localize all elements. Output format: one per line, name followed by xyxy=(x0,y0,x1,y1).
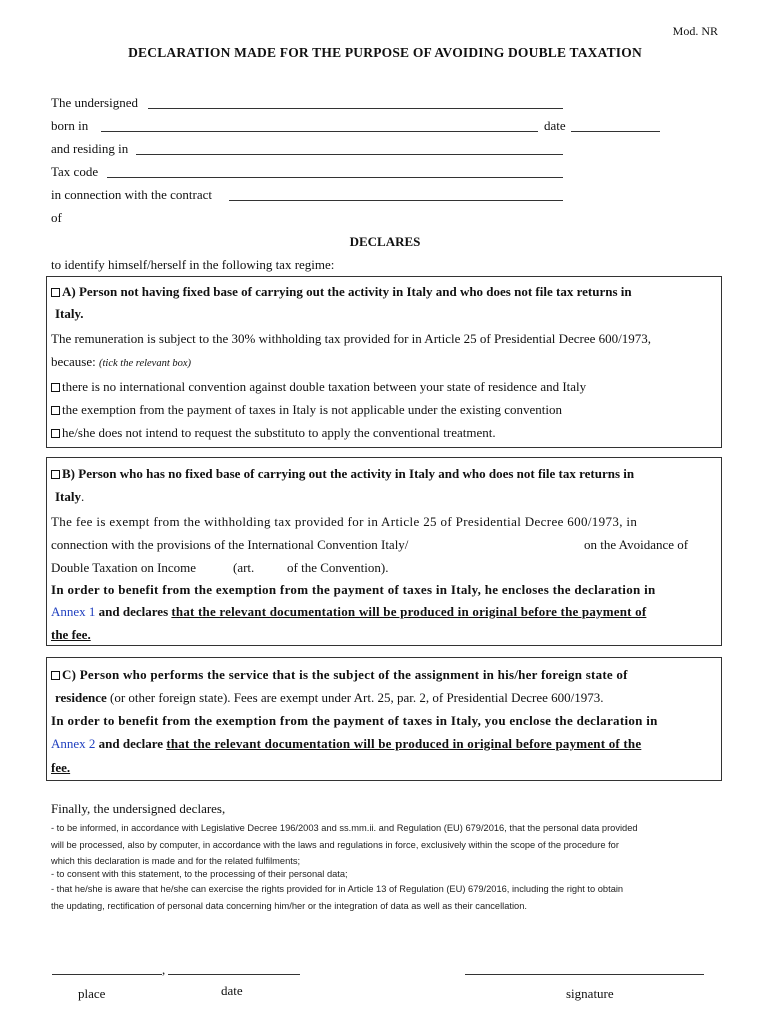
signature-label: signature xyxy=(566,986,614,1001)
section-a-title-end: Italy. xyxy=(55,306,84,321)
tick-note: (tick the relevant box) xyxy=(99,358,192,369)
and-declares: and declares xyxy=(98,604,169,619)
section-b-end: the fee. xyxy=(51,627,91,642)
birth-date-field[interactable] xyxy=(571,131,660,132)
residing-label: and residing in xyxy=(51,141,129,156)
date-signature-label: date xyxy=(221,983,243,998)
section-b-line2a: connection with the provisions of the International Convention Italy/ xyxy=(51,537,409,552)
because-label: because: xyxy=(51,354,96,369)
section-c-checkbox[interactable] xyxy=(51,671,60,680)
undersigned-row xyxy=(51,95,138,111)
section-c-annex-row xyxy=(51,736,641,752)
undersigned-field[interactable] xyxy=(148,108,563,109)
section-b-text: The fee is exempt from the withholding tax provided for in Article 25 of Presidential Decree 600/1973, in xyxy=(51,514,638,529)
section-c-title: C) Person who performs the service that is the subject of the assignment in his/her foreign state of xyxy=(62,667,628,682)
declares-intro: to identify himself/herself in the following tax regime: xyxy=(51,257,335,272)
section-b-line1 xyxy=(51,514,704,530)
section-b-line3b: (art. xyxy=(233,560,255,575)
signature-field[interactable] xyxy=(465,974,704,975)
privacy-line: will be processed, also by computer, in accordance with the laws and regulations in force, exclusively within the scope of the procedure for xyxy=(51,840,619,850)
section-b-underlined: that the relevant documentation will be produced in original before the payment of xyxy=(171,604,647,619)
date-label: date xyxy=(544,118,566,133)
option-label: there is no international convention against double taxation between your state of residence and Italy xyxy=(62,379,587,394)
section-b-title-end: Italy. xyxy=(55,489,85,504)
residing-field[interactable] xyxy=(136,154,563,155)
born-in-field[interactable] xyxy=(101,131,538,132)
tax-code-field[interactable] xyxy=(107,177,563,178)
section-a-title: A) Person not having fixed base of carrying out the activity in Italy and who does not file tax returns in xyxy=(62,284,632,299)
checkbox[interactable] xyxy=(51,429,60,438)
section-b-checkbox[interactable] xyxy=(51,470,60,479)
annex-1-link[interactable]: Annex 1 xyxy=(51,604,96,619)
privacy-line: which this declaration is made and for the related fulfilments; xyxy=(51,856,301,866)
section-b-line3c: of the Convention). xyxy=(287,560,389,575)
section-c-line2: In order to benefit from the exemption from the payment of taxes in Italy, you enclose the declaration in xyxy=(51,713,658,728)
section-b-title-row xyxy=(51,466,634,482)
option-no-conventional-treatment[interactable] xyxy=(51,425,496,441)
undersigned-label: The undersigned xyxy=(51,95,139,110)
date-field[interactable] xyxy=(168,974,300,975)
checkbox[interactable] xyxy=(51,406,60,415)
section-a-text: The remuneration is subject to the 30% withholding tax provided for in Article 25 of Presidential Decree 600/1973, xyxy=(51,331,652,346)
section-b-annex-row xyxy=(51,604,646,620)
privacy-line: - to consent with this statement, to the processing of their personal data; xyxy=(51,869,348,879)
section-b-line3a: Double Taxation on Income xyxy=(51,560,197,575)
option-label: he/she does not intend to request the substituto to apply the conventional treatment. xyxy=(62,425,496,440)
residing-row xyxy=(51,141,128,157)
page-title: DECLARATION MADE FOR THE PURPOSE OF AVOIDING DOUBLE TAXATION xyxy=(128,45,642,60)
option-label: the exemption from the payment of taxes in Italy is not applicable under the existing convention xyxy=(62,402,563,417)
section-a-checkbox[interactable] xyxy=(51,288,60,297)
tax-code-row xyxy=(51,164,98,180)
option-no-convention[interactable] xyxy=(51,379,586,395)
contract-label: in connection with the contract xyxy=(51,187,213,202)
privacy-line: - to be informed, in accordance with Legislative Decree 196/2003 and ss.mm.ii. and Regulation (EU) 679/2016, that the personal data provided xyxy=(51,823,638,833)
born-row xyxy=(51,118,88,134)
residence-text: (or other foreign state). Fees are exempt under Art. 25, par. 2, of Presidential Decree 600/1973. xyxy=(110,690,604,705)
option-exemption-not-applicable[interactable] xyxy=(51,402,562,418)
section-a-because-row xyxy=(51,354,191,370)
finally-heading: Finally, the undersigned declares, xyxy=(51,801,226,816)
place-comma: , xyxy=(162,962,166,977)
section-b-title: B) Person who has no fixed base of carrying out the activity in Italy and who does not file tax returns in xyxy=(62,466,635,481)
section-b-line2b: on the Avoidance of xyxy=(584,537,689,552)
section-c-residence-row xyxy=(55,690,603,706)
place-label: place xyxy=(78,986,106,1001)
privacy-line: - that he/she is aware that he/she can exercise the rights provided for in Article 13 of Regulation (EU) 679/2016, including the right to obtain xyxy=(51,884,624,894)
section-c-end: fee. xyxy=(51,760,71,775)
section-b-line4: In order to benefit from the exemption from the payment of taxes in Italy, he encloses the declaration in xyxy=(51,582,656,597)
contract-row xyxy=(51,187,212,203)
section-a-title-row xyxy=(51,284,632,300)
tax-code-label: Tax code xyxy=(51,164,99,179)
model-code: Mod. NR xyxy=(672,24,718,38)
section-c-underlined: that the relevant documentation will be produced in original before payment of the xyxy=(166,736,642,751)
and-declare: and declare xyxy=(98,736,164,751)
section-c-title-row xyxy=(51,667,628,683)
residence-label: residence xyxy=(55,690,107,705)
checkbox[interactable] xyxy=(51,383,60,392)
of-label: of xyxy=(51,210,62,225)
annex-2-link[interactable]: Annex 2 xyxy=(51,736,96,751)
declares-heading: DECLARES xyxy=(349,234,421,249)
privacy-line: the updating, rectification of personal data concerning him/her or the integration of data as well as their cancellation. xyxy=(51,901,527,911)
place-field[interactable] xyxy=(52,974,162,975)
born-in-label: born in xyxy=(51,118,89,133)
contract-field[interactable] xyxy=(229,200,563,201)
